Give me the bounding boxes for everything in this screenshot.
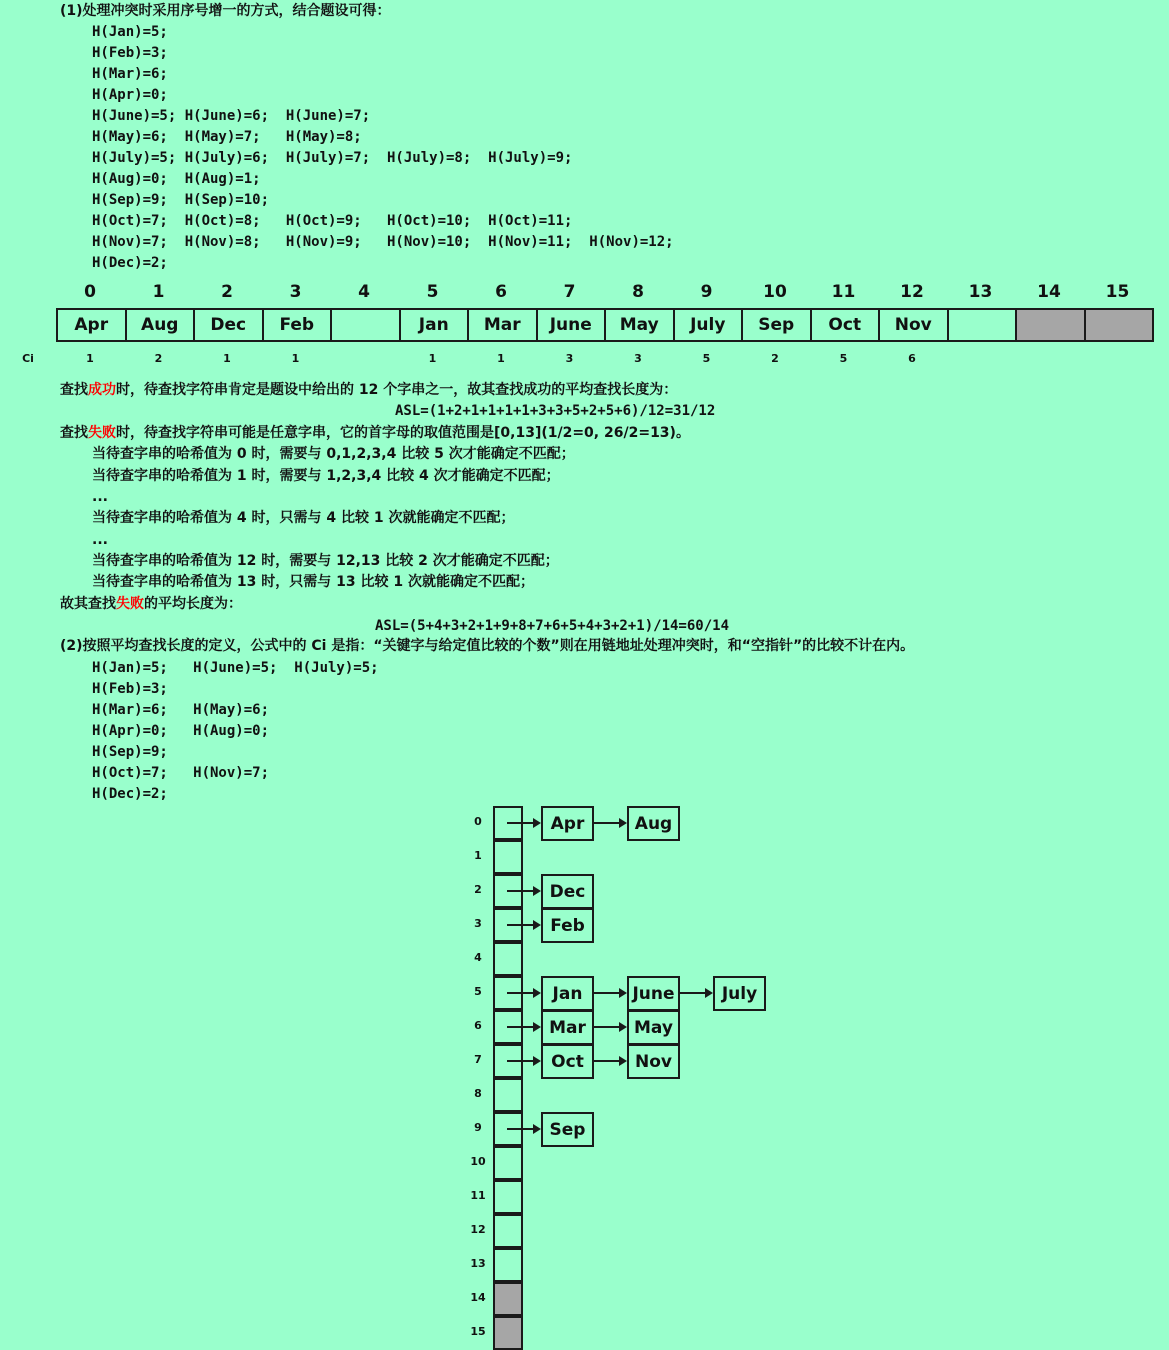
ci-label: Ci <box>22 352 34 365</box>
slot-index: 13 <box>968 282 993 302</box>
fail-case-line: 当待查字串的哈希值为 1 时，需要与 1,2,3,4 比较 4 次才能确定不匹配； <box>92 468 560 484</box>
slot-index: 12 <box>900 282 924 302</box>
bucket-index: 8 <box>474 1087 482 1100</box>
hash-slot: Jan <box>399 308 470 342</box>
slot-index: 11 <box>831 282 856 302</box>
bucket-index: 15 <box>470 1325 486 1338</box>
hash-line: H(Dec)=2; <box>92 255 168 271</box>
hash-line: H(Apr)=0; H(Aug)=0; <box>92 723 270 739</box>
fail-case-line: 当待查字串的哈希值为 0 时，需要与 0,1,2,3,4 比较 5 次才能确定不匹配； <box>92 446 575 462</box>
arrow-icon <box>507 924 539 926</box>
hash-slot: Mar <box>467 308 538 342</box>
hash-slot: Oct <box>810 308 881 342</box>
hash-line: H(Oct)=7; H(Nov)=7; <box>92 765 270 781</box>
hash-line: H(Jan)=5; H(June)=5; H(July)=5; <box>92 660 379 676</box>
arrow-icon <box>507 822 539 824</box>
arrow-icon <box>594 992 625 994</box>
ci-value: 1 <box>86 352 94 365</box>
bucket <box>493 1078 523 1112</box>
arrow-icon <box>507 890 539 892</box>
list-node: Apr <box>541 806 594 841</box>
hash-line: H(Oct)=7; H(Oct)=8; H(Oct)=9; H(Oct)=10; H(Oct)=11; <box>92 213 573 229</box>
arrow-icon <box>507 1060 539 1062</box>
bucket <box>493 1180 523 1214</box>
ci-value: 5 <box>702 352 711 365</box>
list-node: July <box>713 976 766 1011</box>
hash-slot: Sep <box>741 308 812 342</box>
fail-case-line: 当待查字串的哈希值为 13 时，只需与 13 比较 1 次就能确定不匹配； <box>92 574 534 590</box>
ci-value: 1 <box>428 352 437 365</box>
hash-slot <box>330 308 401 342</box>
bucket <box>493 1214 523 1248</box>
bucket-index: 2 <box>474 883 482 896</box>
hash-slot <box>1015 308 1086 342</box>
hash-slot: Apr <box>56 308 127 342</box>
bucket-index: 9 <box>474 1121 482 1134</box>
hash-line: H(Sep)=9; <box>92 744 168 760</box>
success-line: 查找成功时，待查找字符串肯定是题设中给出的 12 个字串之一，故其查找成功的平均查找长度为： <box>60 382 678 398</box>
slot-index: 10 <box>763 282 787 302</box>
slot-index: 0 <box>84 282 96 302</box>
fail-case-line: 当待查字串的哈希值为 4 时，只需与 4 比较 1 次就能确定不匹配； <box>92 510 515 526</box>
part2-heading: (2)按照平均查找长度的定义，公式中的 Ci 是指：“关键字与给定值比较的个数”则在用链地址处理冲突时，和“空指针”的比较不计在内。 <box>60 638 915 654</box>
fail-asl: ASL=(5+4+3+2+1+9+8+7+6+5+4+3+2+1)/14=60/14 <box>375 618 730 634</box>
hash-slot: Feb <box>262 308 333 342</box>
bucket <box>493 942 523 976</box>
slot-index: 2 <box>221 282 233 302</box>
ci-value: 1 <box>291 352 300 365</box>
slot-index: 5 <box>426 282 439 302</box>
list-node: Aug <box>627 806 680 841</box>
bucket <box>493 1146 523 1180</box>
list-node: Feb <box>541 908 594 943</box>
arrow-icon <box>594 1026 625 1028</box>
hash-slot: May <box>604 308 675 342</box>
ci-value: 2 <box>771 352 779 365</box>
list-node: Jan <box>541 976 594 1011</box>
bucket-index: 7 <box>474 1053 482 1066</box>
hash-line: H(May)=6; H(May)=7; H(May)=8; <box>92 129 362 145</box>
bucket-index: 0 <box>474 815 482 828</box>
fail-line: 查找失败时，待查找字符串可能是任意字串，它的首字母的取值范围是[0,13](1/2=0, 26/2=13)。 <box>60 425 690 441</box>
hash-line: H(Apr)=0; <box>92 87 168 103</box>
hash-line: H(Aug)=0; H(Aug)=1; <box>92 171 261 187</box>
bucket <box>493 1248 523 1282</box>
arrow-icon <box>680 992 711 994</box>
ci-value: 1 <box>497 352 505 365</box>
success-asl: ASL=(1+2+1+1+1+1+3+3+5+2+5+6)/12=31/12 <box>395 403 716 419</box>
ci-value: 3 <box>565 352 574 365</box>
part1-heading: (1)处理冲突时采用序号增一的方式，结合题设可得： <box>60 3 391 19</box>
hash-slot: Dec <box>193 308 264 342</box>
hash-slot: Nov <box>878 308 949 342</box>
arrow-icon <box>507 1128 539 1130</box>
bucket-index: 11 <box>470 1189 486 1202</box>
ci-value: 6 <box>908 352 916 365</box>
bucket-index: 12 <box>470 1223 486 1236</box>
ci-value: 5 <box>839 352 848 365</box>
list-node: Nov <box>627 1044 680 1079</box>
arrow-icon <box>594 1060 625 1062</box>
hash-line: H(Mar)=6; H(May)=6; <box>92 702 270 718</box>
list-node: May <box>627 1010 680 1045</box>
list-node: Dec <box>541 874 594 909</box>
slot-index: 8 <box>632 282 644 302</box>
list-node: Oct <box>541 1044 594 1079</box>
hash-line: H(Feb)=3; <box>92 45 168 61</box>
slot-index: 9 <box>700 282 713 302</box>
hash-line: H(June)=5; H(June)=6; H(June)=7; <box>92 108 371 124</box>
bucket-index: 14 <box>470 1291 486 1304</box>
bucket <box>493 1282 523 1316</box>
fail-case-line: ... <box>92 532 108 548</box>
slot-index: 4 <box>358 282 370 302</box>
list-node: Mar <box>541 1010 594 1045</box>
hash-slot <box>947 308 1018 342</box>
arrow-icon <box>507 1026 539 1028</box>
fail-summary: 故其查找失败的平均长度为： <box>60 596 242 612</box>
bucket <box>493 840 523 874</box>
hash-slot <box>1084 308 1155 342</box>
fail-case-line: ... <box>92 489 108 505</box>
bucket-index: 1 <box>474 849 482 862</box>
bucket-index: 6 <box>474 1019 482 1032</box>
hash-line: H(July)=5; H(July)=6; H(July)=7; H(July)=8; H(July)=9; <box>92 150 573 166</box>
slot-index: 7 <box>563 282 576 302</box>
ci-value: 2 <box>154 352 163 365</box>
hash-line: H(Dec)=2; <box>92 786 168 802</box>
slot-index: 15 <box>1105 282 1130 302</box>
hash-line: H(Nov)=7; H(Nov)=8; H(Nov)=9; H(Nov)=10; H(Nov)=11; H(Nov)=12; <box>92 234 674 250</box>
list-node: Sep <box>541 1112 594 1147</box>
fail-case-line: 当待查字串的哈希值为 12 时，需要与 12,13 比较 2 次才能确定不匹配； <box>92 553 559 569</box>
slot-index: 1 <box>152 282 165 302</box>
ci-value: 1 <box>223 352 231 365</box>
hash-slot: Aug <box>125 308 196 342</box>
arrow-icon <box>507 992 539 994</box>
hash-line: H(Mar)=6; <box>92 66 168 82</box>
bucket-index: 4 <box>474 951 482 964</box>
bucket-index: 5 <box>474 985 482 998</box>
slot-index: 6 <box>495 282 507 302</box>
slot-index: 14 <box>1037 282 1061 302</box>
hash-slot: June <box>536 308 607 342</box>
slot-index: 3 <box>289 282 302 302</box>
hash-line: H(Sep)=9; H(Sep)=10; <box>92 192 270 208</box>
bucket-index: 13 <box>470 1257 486 1270</box>
ci-value: 3 <box>634 352 642 365</box>
hash-line: H(Jan)=5; <box>92 24 168 40</box>
list-node: June <box>627 976 680 1011</box>
arrow-icon <box>594 822 625 824</box>
hash-slot: July <box>673 308 744 342</box>
bucket <box>493 1316 523 1350</box>
bucket-index: 3 <box>474 917 482 930</box>
bucket-index: 10 <box>470 1155 486 1168</box>
hash-line: H(Feb)=3; <box>92 681 168 697</box>
